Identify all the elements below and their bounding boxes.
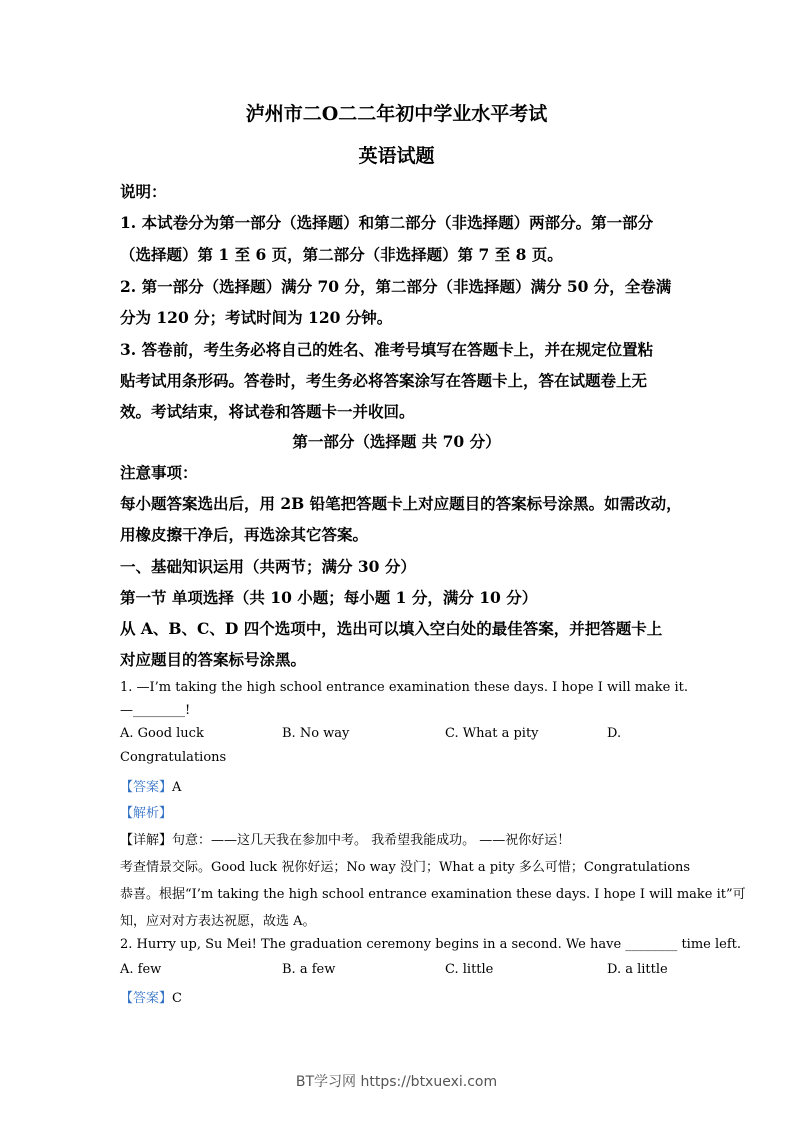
- q1-answer: [120, 776, 680, 795]
- note-line: 效。考试结束，将试卷和答题卡一并收回。: [120, 402, 415, 421]
- answer-tag: 【答案】: [120, 991, 173, 1006]
- q2-option-a: A. few: [120, 962, 162, 977]
- note-line: 1. 本试卷分为第一部分（选择题）和第二部分（非选择题）两部分。第一部分: [120, 213, 654, 232]
- exam-title: 泸州市二O二二年初中学业水平考试: [245, 103, 548, 125]
- watermark-footer: BT学习网 https://btxuexi.com: [295, 1074, 498, 1090]
- note-line: 2. 第一部分（选择题）满分 70 分，第二部分（非选择题）满分 50 分，全卷满: [120, 277, 672, 296]
- q1-detail-line: 考查情景交际。Good luck 祝你好运；No way 没门；What a pity 多么可惜；Congratulations: [120, 860, 691, 875]
- q2-option-c: C. little: [445, 962, 494, 977]
- exam-subtitle: 英语试题: [358, 145, 435, 167]
- attention-heading: 注意事项：: [120, 463, 198, 482]
- notes-heading: 说明：: [120, 182, 167, 201]
- instruction-line: 对应题目的答案标号涂黑。: [120, 650, 307, 669]
- detail-tag: 【详解】: [120, 833, 173, 848]
- answer-tag: 【答案】: [120, 780, 173, 795]
- answer-value: C: [172, 991, 182, 1006]
- q1-option-d: D.: [607, 726, 622, 741]
- attention-line: 每小题答案选出后，用 2B 铅笔把答题卡上对应题目的答案标号涂黑。如需改动，: [120, 494, 682, 513]
- q1-detail-line: 恭喜。根据“I’m taking the high school entrance examination these days. I hope I will make it”可: [120, 887, 746, 902]
- q2-stem: 2. Hurry up, Su Mei! The graduation ceremony begins in a second. We have ________ time left.: [120, 937, 741, 952]
- q1-option-a: A. Good luck: [120, 726, 204, 741]
- q1-analysis-tag: 【解析】: [120, 806, 173, 821]
- q1-option-c: C. What a pity: [445, 726, 539, 741]
- section1-heading: 一、基础知识运用（共两节；满分 30 分）: [120, 557, 416, 576]
- q1-stem: 1. —I’m taking the high school entrance examination these days. I hope I will make it.: [120, 680, 689, 695]
- instruction-line: 从 A、B、C、D 四个选项中，选出可以填入空白处的最佳答案，并把答题卡上: [120, 619, 663, 638]
- q2-option-b: B. a few: [282, 962, 336, 977]
- q1-option-b: B. No way: [282, 726, 350, 741]
- q2-answer: [120, 987, 680, 1006]
- part1-heading: 第一部分（选择题 共 70 分）: [292, 432, 501, 451]
- q1-detail-line: 知，应对对方表达祝愿，故选 A。: [120, 914, 316, 929]
- q1-stem-blank: —________!: [120, 703, 191, 718]
- q2-option-d: D. a little: [607, 962, 668, 977]
- detail-text: 句意：——这几天我在参加中考。 我希望我能成功。 ——祝你好运！: [172, 833, 571, 848]
- q1-option-d-text: Congratulations: [120, 750, 227, 765]
- note-line: 分为 120 分；考试时间为 120 分钟。: [120, 308, 393, 327]
- note-line: （选择题）第 1 至 6 页，第二部分（非选择题）第 7 至 8 页。: [120, 245, 563, 264]
- note-line: 贴考试用条形码。答卷时，考生务必将答案涂写在答题卡上，答在试题卷上无: [120, 371, 648, 390]
- q1-detail-line: [120, 829, 680, 848]
- attention-line: 用橡皮擦干净后，再选涂其它答案。: [120, 525, 369, 544]
- answer-value: A: [172, 780, 182, 795]
- section1-part-heading: 第一节 单项选择（共 10 小题；每小题 1 分，满分 10 分）: [120, 588, 538, 607]
- note-line: 3. 答卷前，考生务必将自己的姓名、准考号填写在答题卡上，并在规定位置粘: [120, 340, 654, 359]
